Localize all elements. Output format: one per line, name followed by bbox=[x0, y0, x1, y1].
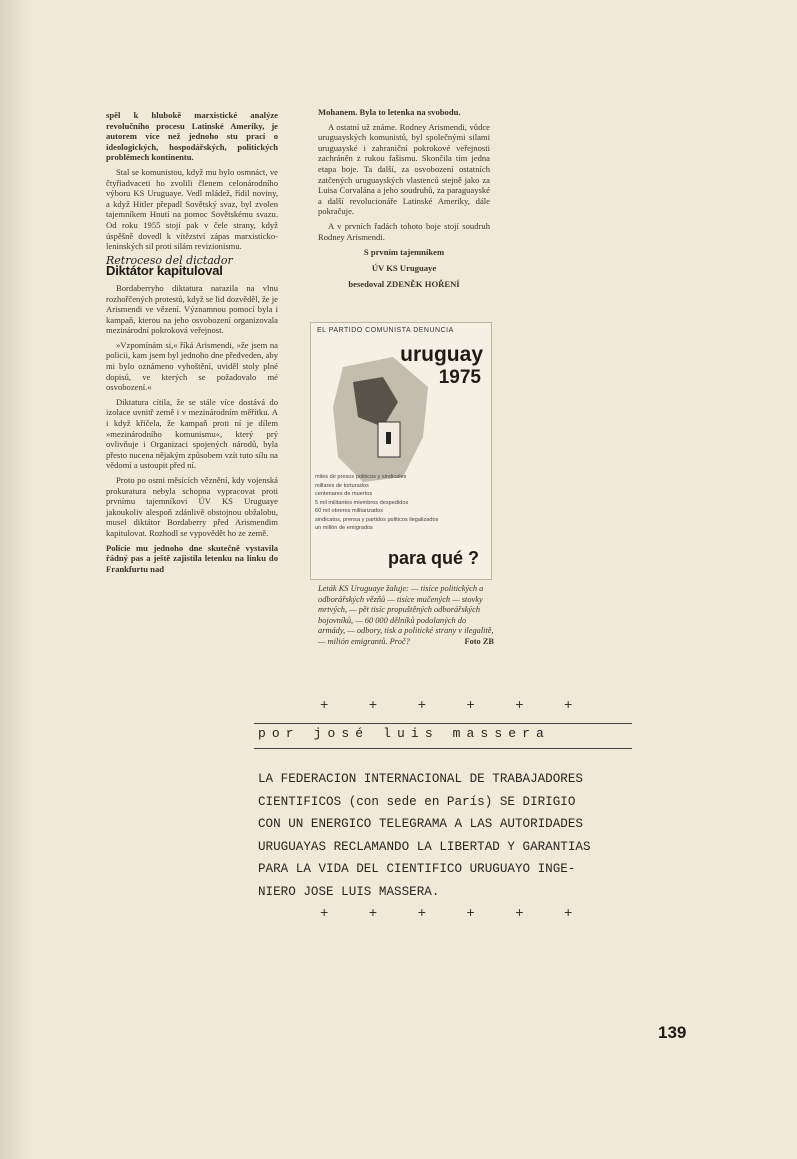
leaflet-item: un millón de emigrados bbox=[315, 525, 373, 531]
article-paragraph-6: Policie mu jednoho dne skutečně vystavila řádný pas a ještě zajistila letenku na linku do Frankfurtu nad bbox=[106, 542, 278, 574]
telegram-line: LA FEDERACION INTERNACIONAL DE TRABAJADORES bbox=[258, 772, 583, 786]
article-paragraph-4: Diktatura cítila, že se stále více dostává do izolace uvnitř země i v mezinárodním měřítku. A i když křičela, že kampaň proti ní je dílem »mezinárodního komunismu«, který prý ovlivňuje i Organizaci spojených národů, byla přesto nucena nějakým způsobem vzít tuto sílu na vědomí a ustoupit před ní. bbox=[106, 396, 278, 471]
article-paragraph-5: Proto po osmi měsících věznění, kdy vojenská prokuratura nebyla schopna vypracovat proti prvnímu tajemníkovi ÚV KS Uruguaye jakoukoliv alespoň zdánlivě obstojnou obžalobu, musel diktátor Bordaberry před Arismendim kapitulovat. Rozhodl se vypovědět ho ze země. bbox=[106, 475, 278, 538]
telegram-line: CON UN ENERGICO TELEGRAMA A LAS AUTORIDADES bbox=[258, 817, 583, 832]
article-paragraph-3: »Vzpomínám si,« říká Arismendi, »že jsem na policii, kam jsem byl jednoho dne předveden, aby mi bylo oznámeno vyhoštění, uviděl stoly plné dopisů, ve kterých se požadovalo mé osvobození.« bbox=[106, 339, 278, 393]
bleed-through-ghost-text bbox=[607, 440, 757, 640]
leaflet-item: centenares de muertos bbox=[315, 491, 373, 497]
leaflet-item: millares de torturados bbox=[315, 482, 369, 489]
leaflet-image bbox=[310, 322, 492, 580]
signature-line-1: S prvním tajemníkem bbox=[363, 247, 445, 258]
right-article-column bbox=[318, 107, 490, 290]
article-paragraph-2: Bordaberryho diktatura narazila na vlnu rozhořčených protestů, když se lid dozvěděl, že je Arismendi ve vězení. Významnou pomocí byla i kampaň, kterou na jeho osvobození organizovala mezinárodní pokroková veřejnost. bbox=[106, 282, 278, 336]
leaflet-item: 60 mil obreros militarizados bbox=[315, 508, 384, 514]
signature-line-3: besedoval ZDENĚK HOŘENÍ bbox=[348, 279, 460, 290]
left-article-column bbox=[106, 110, 278, 578]
right-paragraph-2: A ostatní už známe. Rodney Arismendi, vůdce uruguayských komunistů, byl společnými silami uruguayské i zahraniční pokrokové veřejnosti zachráněn z rukou fašismu. Skončila tím jedna etapa boje. Ta další, za osvobození ostatních zatčených uruguayských vlastenců stejně jako za Luisa Corvalána a jeho soudruhů, za paraguayské a další revolucionáře Latinské Ameriky, dále pokračuje. bbox=[318, 121, 490, 217]
plus-divider-top: + + + + + + bbox=[320, 698, 589, 714]
telegram-text bbox=[258, 768, 658, 904]
leaflet-list bbox=[315, 473, 438, 533]
article-paragraph-1: Stal se komunistou, když mu bylo osmnáct, ve čtyřiadvaceti ho zvolili členem celonárodního výboru KS Uruguaye. Vedl mládež, řídil noviny, a když Hitler přepadl Sovětský svaz, byl zvolen tajemníkem Hnutí na pomoc Sovětskému svazu. Od roku 1955 stojí pak v čele strany, když úspěšně dovedl k vítězství zápas marxisticko-leninských sil proti silám revizionismu. bbox=[106, 166, 278, 252]
photo-credit: Foto ZB bbox=[464, 636, 494, 646]
leaflet-year: 1975 bbox=[438, 367, 481, 388]
uruguay-map-fist-illustration bbox=[323, 347, 438, 487]
plus-divider-bottom: + + + + + + bbox=[320, 906, 589, 922]
leaflet-header: EL PARTIDO COMUNISTA DENUNCIA bbox=[317, 327, 454, 334]
intro-paragraph: spěl k hlubokě marxistické analýze revolučního procesu Latinské Ameriky, je autorem více než jednoho stu prací o ideologických, hospodářských, politických problémech kontinentu. bbox=[106, 110, 278, 163]
leaflet-item: sindicatos, prensa y partidos politicos ilegalizados bbox=[315, 516, 439, 523]
byline: por josé luis massera bbox=[258, 726, 550, 741]
telegram-line: URUGUAYAS RECLAMANDO LA LIBERTAD Y GARANTIAS bbox=[258, 839, 591, 854]
right-paragraph-1: Mohanem. Byla to letenka na svobodu. bbox=[318, 107, 461, 117]
caption-text: Leták KS Uruguaye žaluje: — tisíce politických a odborářských vězňů — tisíce mučených — stovky mrtvých, — pět tisíc propuštěných odborářských bojovníků, — 60 000 dělníků podolaných do armády, — odbory, tisk a politické strany v ilegalitě, — milión emigrantů. Proč? bbox=[318, 584, 494, 646]
page-number: 139 bbox=[658, 1023, 687, 1042]
telegram-line: CIENTIFICOS (con sede en París) SE DIRIGIO bbox=[258, 794, 576, 809]
leaflet-item: 5 mil militantes miembros despedidos bbox=[315, 499, 409, 506]
leaflet-question: para qué ? bbox=[387, 548, 479, 568]
signature-line-2: ÚV KS Uruguaye bbox=[371, 263, 437, 274]
handwritten-note: Retroceso del dictador bbox=[106, 253, 233, 267]
page-gutter-shadow bbox=[0, 0, 30, 1159]
leaflet-item: miles de presos politicos y sindicales bbox=[315, 474, 407, 480]
section-heading: Diktátor kapituloval bbox=[106, 263, 223, 279]
right-paragraph-3: A v prvních řadách tohoto boje stojí soudruh Rodney Arismendi. bbox=[318, 220, 490, 242]
telegram-line: PARA LA VIDA DEL CIENTIFICO URUGUAYO INGE- bbox=[258, 862, 576, 877]
leaflet-title: uruguay bbox=[400, 343, 483, 366]
telegram-line: NIERO JOSE LUIS MASSERA. bbox=[258, 884, 440, 899]
image-caption bbox=[318, 584, 494, 648]
